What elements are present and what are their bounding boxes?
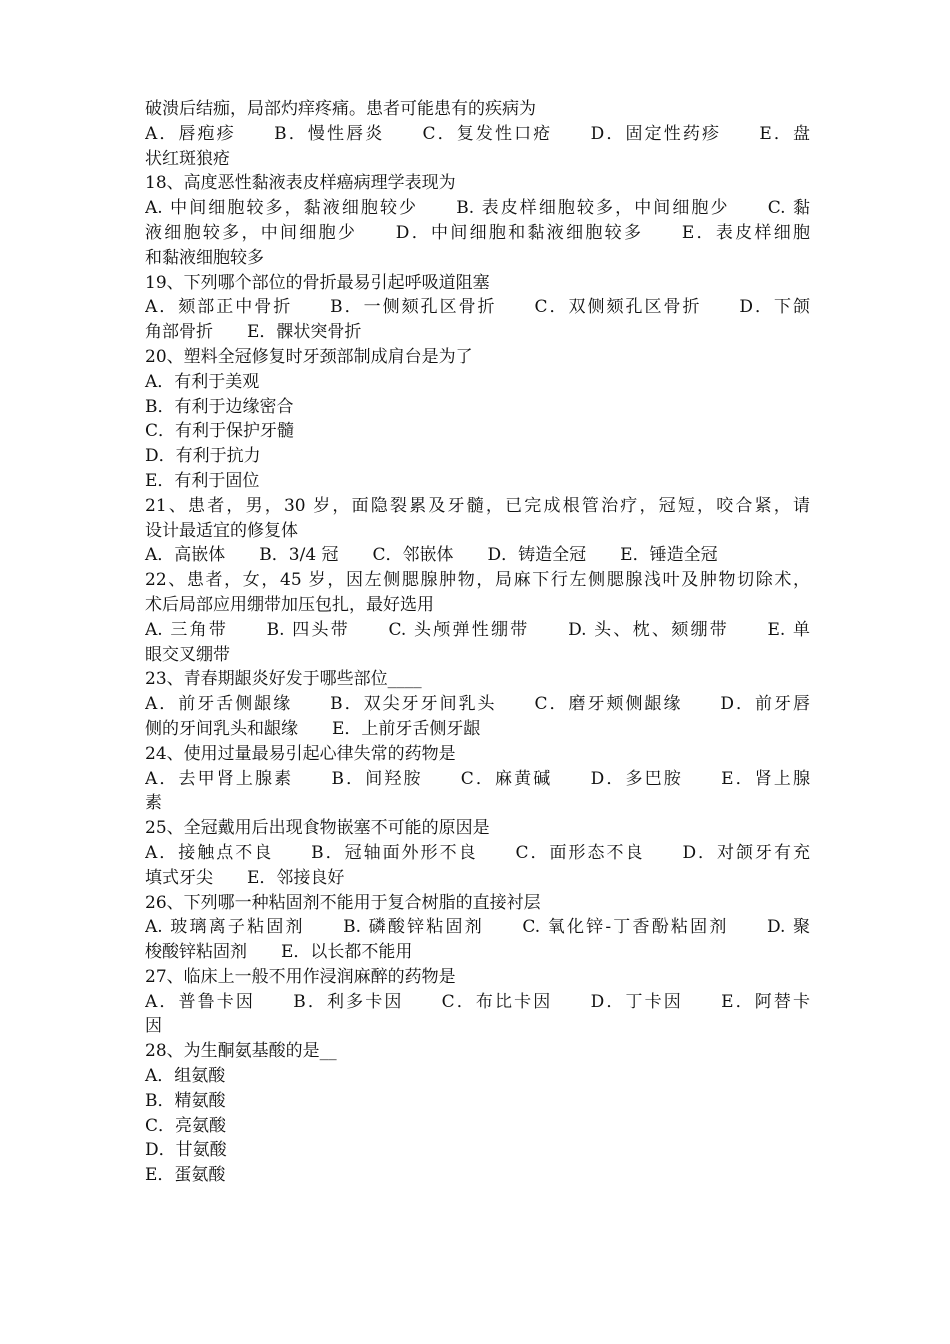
text-line: A. 三角带 B. 四头带 C. 头颅弹性绷带 D. 头、枕、颏绷带 E. 单 <box>145 619 810 640</box>
text-line: A．唇疱疹 B．慢性唇炎 C．复发性口疮 D．固定性药疹 E．盘 <box>145 123 810 144</box>
text-line: A．有利于美观 <box>145 371 260 392</box>
text-line: C．亮氨酸 <box>145 1115 227 1136</box>
text-line: 22、患者，女，45 岁，因左侧腮腺肿物，局麻下行左侧腮腺浅叶及肿物切除术， <box>145 570 810 591</box>
text-line: 21、患者，男，30 岁，面隐裂累及牙髓，已完成根管治疗，冠短，咬合紧，请 <box>145 495 810 516</box>
text-line: E．有利于固位 <box>145 470 260 491</box>
text-line: A．普鲁卡因 B．利多卡因 C．布比卡因 D．丁卡因 E．阿替卡 <box>145 991 810 1012</box>
text-line: D．有利于抗力 <box>145 446 261 467</box>
text-line: C．有利于保护牙髓 <box>145 421 295 442</box>
text-line: 填式牙尖 E．邻接良好 <box>145 867 345 888</box>
text-line: 素 <box>145 793 162 814</box>
text-line: 28、为生酮氨基酸的是__ <box>145 1041 337 1062</box>
text-line: 23、青春期龈炎好发于哪些部位____ <box>145 669 422 690</box>
text-line: A. 玻璃离子粘固剂 B. 磷酸锌粘固剂 C. 氧化锌-丁香酚粘固剂 D. 聚 <box>145 917 810 938</box>
text-line: B．有利于边缘密合 <box>145 396 294 417</box>
text-line: B．精氨酸 <box>145 1090 226 1111</box>
text-line: 侧的牙间乳头和龈缘 E．上前牙舌侧牙龈 <box>145 718 481 739</box>
text-line: 20、塑料全冠修复时牙颈部制成肩台是为了 <box>145 346 473 367</box>
text-line: 梭酸锌粘固剂 E．以长都不能用 <box>145 942 413 963</box>
text-line: A．颏部正中骨折 B．一侧颏孔区骨折 C．双侧颏孔区骨折 D．下颌 <box>145 297 810 318</box>
text-line: 18、高度恶性黏液表皮样癌病理学表现为 <box>145 173 456 194</box>
text-line: 破溃后结痂，局部灼痒疼痛。患者可能患有的疾病为 <box>145 99 536 119</box>
text-line: A．前牙舌侧龈缘 B．双尖牙牙间乳头 C．磨牙颊侧龈缘 D．前牙唇 <box>145 694 810 715</box>
text-line: 术后局部应用绷带加压包扎，最好选用 <box>145 594 434 615</box>
text-line: A．接触点不良 B．冠轴面外形不良 C．面形态不良 D．对颌牙有充 <box>145 842 810 863</box>
text-line: 25、全冠戴用后出现食物嵌塞不可能的原因是 <box>145 818 490 839</box>
text-line: 角部骨折 E．髁状突骨折 <box>145 322 362 343</box>
text-line: A．组氨酸 <box>145 1066 226 1087</box>
text-line: 眼交叉绷带 <box>145 644 230 665</box>
text-line: 状红斑狼疮 <box>145 148 230 169</box>
text-line: D．甘氨酸 <box>145 1140 227 1161</box>
text-line: 因 <box>145 1016 162 1037</box>
text-line: A．高嵌体 B．3/4 冠 C．邻嵌体 D．铸造全冠 E．锤造全冠 <box>145 545 718 566</box>
text-line: 26、下列哪一种粘固剂不能用于复合树脂的直接衬层 <box>145 892 541 913</box>
text-line: 和黏液细胞较多 <box>145 247 264 268</box>
text-line: A. 中间细胞较多，黏液细胞较少 B. 表皮样细胞较多，中间细胞少 C. 黏 <box>145 198 810 219</box>
text-line: E．蛋氨酸 <box>145 1165 226 1186</box>
text-line: A．去甲肾上腺素 B．间羟胺 C．麻黄碱 D．多巴胺 E．肾上腺 <box>145 768 810 789</box>
text-line: 19、下列哪个部位的骨折最易引起呼吸道阻塞 <box>145 272 490 293</box>
text-line: 27、临床上一般不用作浸润麻醉的药物是 <box>145 966 456 987</box>
text-line: 24、使用过量最易引起心律失常的药物是 <box>145 743 456 764</box>
text-line: 设计最适宜的修复体 <box>145 520 298 541</box>
text-line: 液细胞较多，中间细胞少 D．中间细胞和黏液细胞较多 E．表皮样细胞 <box>145 222 810 243</box>
